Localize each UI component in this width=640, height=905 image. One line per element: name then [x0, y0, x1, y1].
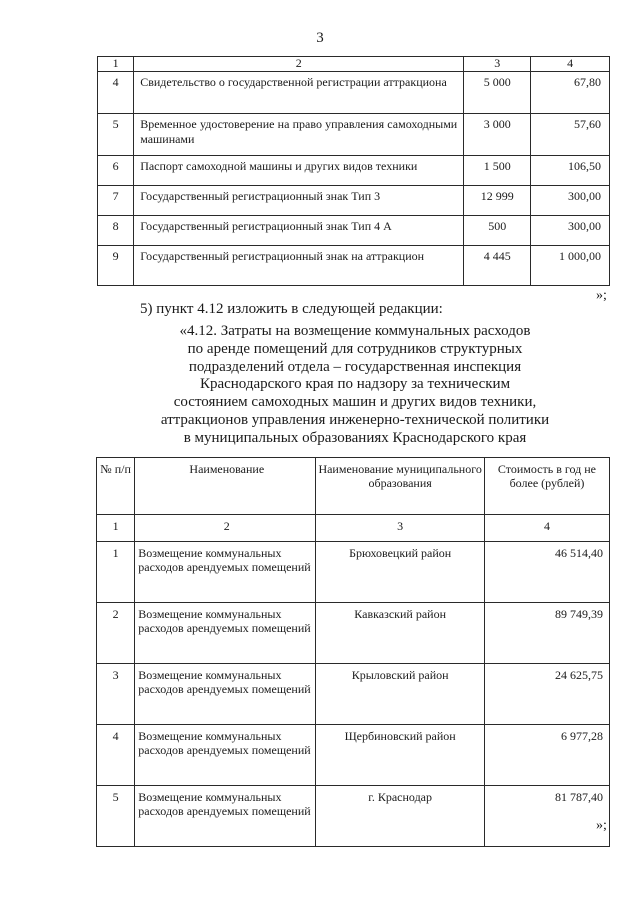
row-number: 9 — [98, 246, 134, 286]
table-header-row — [97, 458, 610, 515]
row-number: 5 — [97, 786, 135, 847]
annual-cost: 24 625,75 — [484, 664, 609, 725]
expense-name: Возмещение коммунальных расходов арендуемых помещений — [135, 725, 316, 786]
column-number: 4 — [484, 515, 609, 542]
section-heading — [120, 323, 590, 448]
table-row — [98, 114, 610, 156]
column-numbers-row — [97, 515, 610, 542]
district-name: Брюховецкий район — [316, 542, 485, 603]
fees-table — [97, 56, 610, 286]
item-quantity: 500 — [464, 216, 531, 246]
item-name: Паспорт самоходной машины и других видов техники — [134, 156, 464, 186]
heading-line: в муниципальных образованиях Краснодарского края — [183, 429, 527, 446]
header-district: Наименование муниципального образования — [316, 458, 485, 515]
item-name: Свидетельство о государственной регистрации аттракциона — [134, 72, 464, 114]
table-header-row — [98, 57, 610, 72]
item-quantity: 5 000 — [464, 72, 531, 114]
item-name: Государственный регистрационный знак Тип 3 — [134, 186, 464, 216]
annual-cost: 89 749,39 — [484, 603, 609, 664]
column-number: 4 — [531, 57, 610, 72]
utility-costs-table — [96, 457, 610, 847]
heading-line: «4.12. Затраты на возмещение коммунальных расходов — [179, 323, 531, 339]
page-number: 3 — [316, 30, 324, 46]
expense-name: Возмещение коммунальных расходов арендуемых помещений — [135, 786, 316, 847]
column-number: 1 — [97, 515, 135, 542]
table-row — [98, 186, 610, 216]
column-number: 2 — [135, 515, 316, 542]
row-number: 4 — [98, 72, 134, 114]
row-number: 2 — [97, 603, 135, 664]
item-price: 106,50 — [531, 156, 610, 186]
annual-cost: 46 514,40 — [484, 542, 609, 603]
table-row — [97, 725, 610, 786]
column-number: 3 — [316, 515, 485, 542]
item-price: 67,80 — [531, 72, 610, 114]
item-price: 1 000,00 — [531, 246, 610, 286]
table-row — [98, 156, 610, 186]
header-cost: Стоимость в год не более (рублей) — [484, 458, 609, 515]
column-number: 1 — [98, 57, 134, 72]
table-row — [98, 246, 610, 286]
item-name: Государственный регистрационный знак Тип 4 А — [134, 216, 464, 246]
item-quantity: 12 999 — [464, 186, 531, 216]
item-price: 57,60 — [531, 114, 610, 156]
heading-line: аттракционов управления инженерно-технической политики — [160, 411, 550, 428]
column-number: 3 — [464, 57, 531, 72]
row-number: 3 — [97, 664, 135, 725]
district-name: г. Краснодар — [316, 786, 485, 847]
table-row — [98, 216, 610, 246]
row-number: 4 — [97, 725, 135, 786]
heading-line: Краснодарского края по надзору за техническим — [199, 376, 511, 393]
expense-name: Возмещение коммунальных расходов арендуемых помещений — [135, 542, 316, 603]
table-closing-quote: »; — [596, 818, 607, 833]
item-name: Временное удостоверение на право управления самоходными машинами — [134, 114, 464, 156]
row-number: 7 — [98, 186, 134, 216]
row-number: 6 — [98, 156, 134, 186]
item-quantity: 1 500 — [464, 156, 531, 186]
item-quantity: 4 445 — [464, 246, 531, 286]
table-row — [97, 786, 610, 847]
district-name: Кавказский район — [316, 603, 485, 664]
table-row — [97, 664, 610, 725]
header-name: Наименование — [135, 458, 316, 515]
annual-cost: 6 977,28 — [484, 725, 609, 786]
annual-cost: 81 787,40 — [484, 786, 609, 847]
column-number: 2 — [134, 57, 464, 72]
heading-line: состоянием самоходных машин и других видов техники, — [173, 394, 537, 411]
table-row — [97, 542, 610, 603]
table-row — [98, 72, 610, 114]
row-number: 5 — [98, 114, 134, 156]
item-price: 300,00 — [531, 186, 610, 216]
row-number: 8 — [98, 216, 134, 246]
amendment-item-5: 5) пункт 4.12 изложить в следующей редакции: — [140, 301, 443, 317]
table-row — [97, 603, 610, 664]
row-number: 1 — [97, 542, 135, 603]
table-closing-quote: »; — [596, 288, 607, 303]
expense-name: Возмещение коммунальных расходов арендуемых помещений — [135, 664, 316, 725]
item-quantity: 3 000 — [464, 114, 531, 156]
item-price: 300,00 — [531, 216, 610, 246]
heading-line: подразделений отдела – государственная инспекция — [188, 358, 522, 375]
header-number: № п/п — [97, 458, 135, 515]
district-name: Щербиновский район — [316, 725, 485, 786]
district-name: Крыловский район — [316, 664, 485, 725]
heading-line: по аренде помещений для сотрудников структурных — [187, 340, 523, 357]
expense-name: Возмещение коммунальных расходов арендуемых помещений — [135, 603, 316, 664]
item-name: Государственный регистрационный знак на аттракцион — [134, 246, 464, 286]
